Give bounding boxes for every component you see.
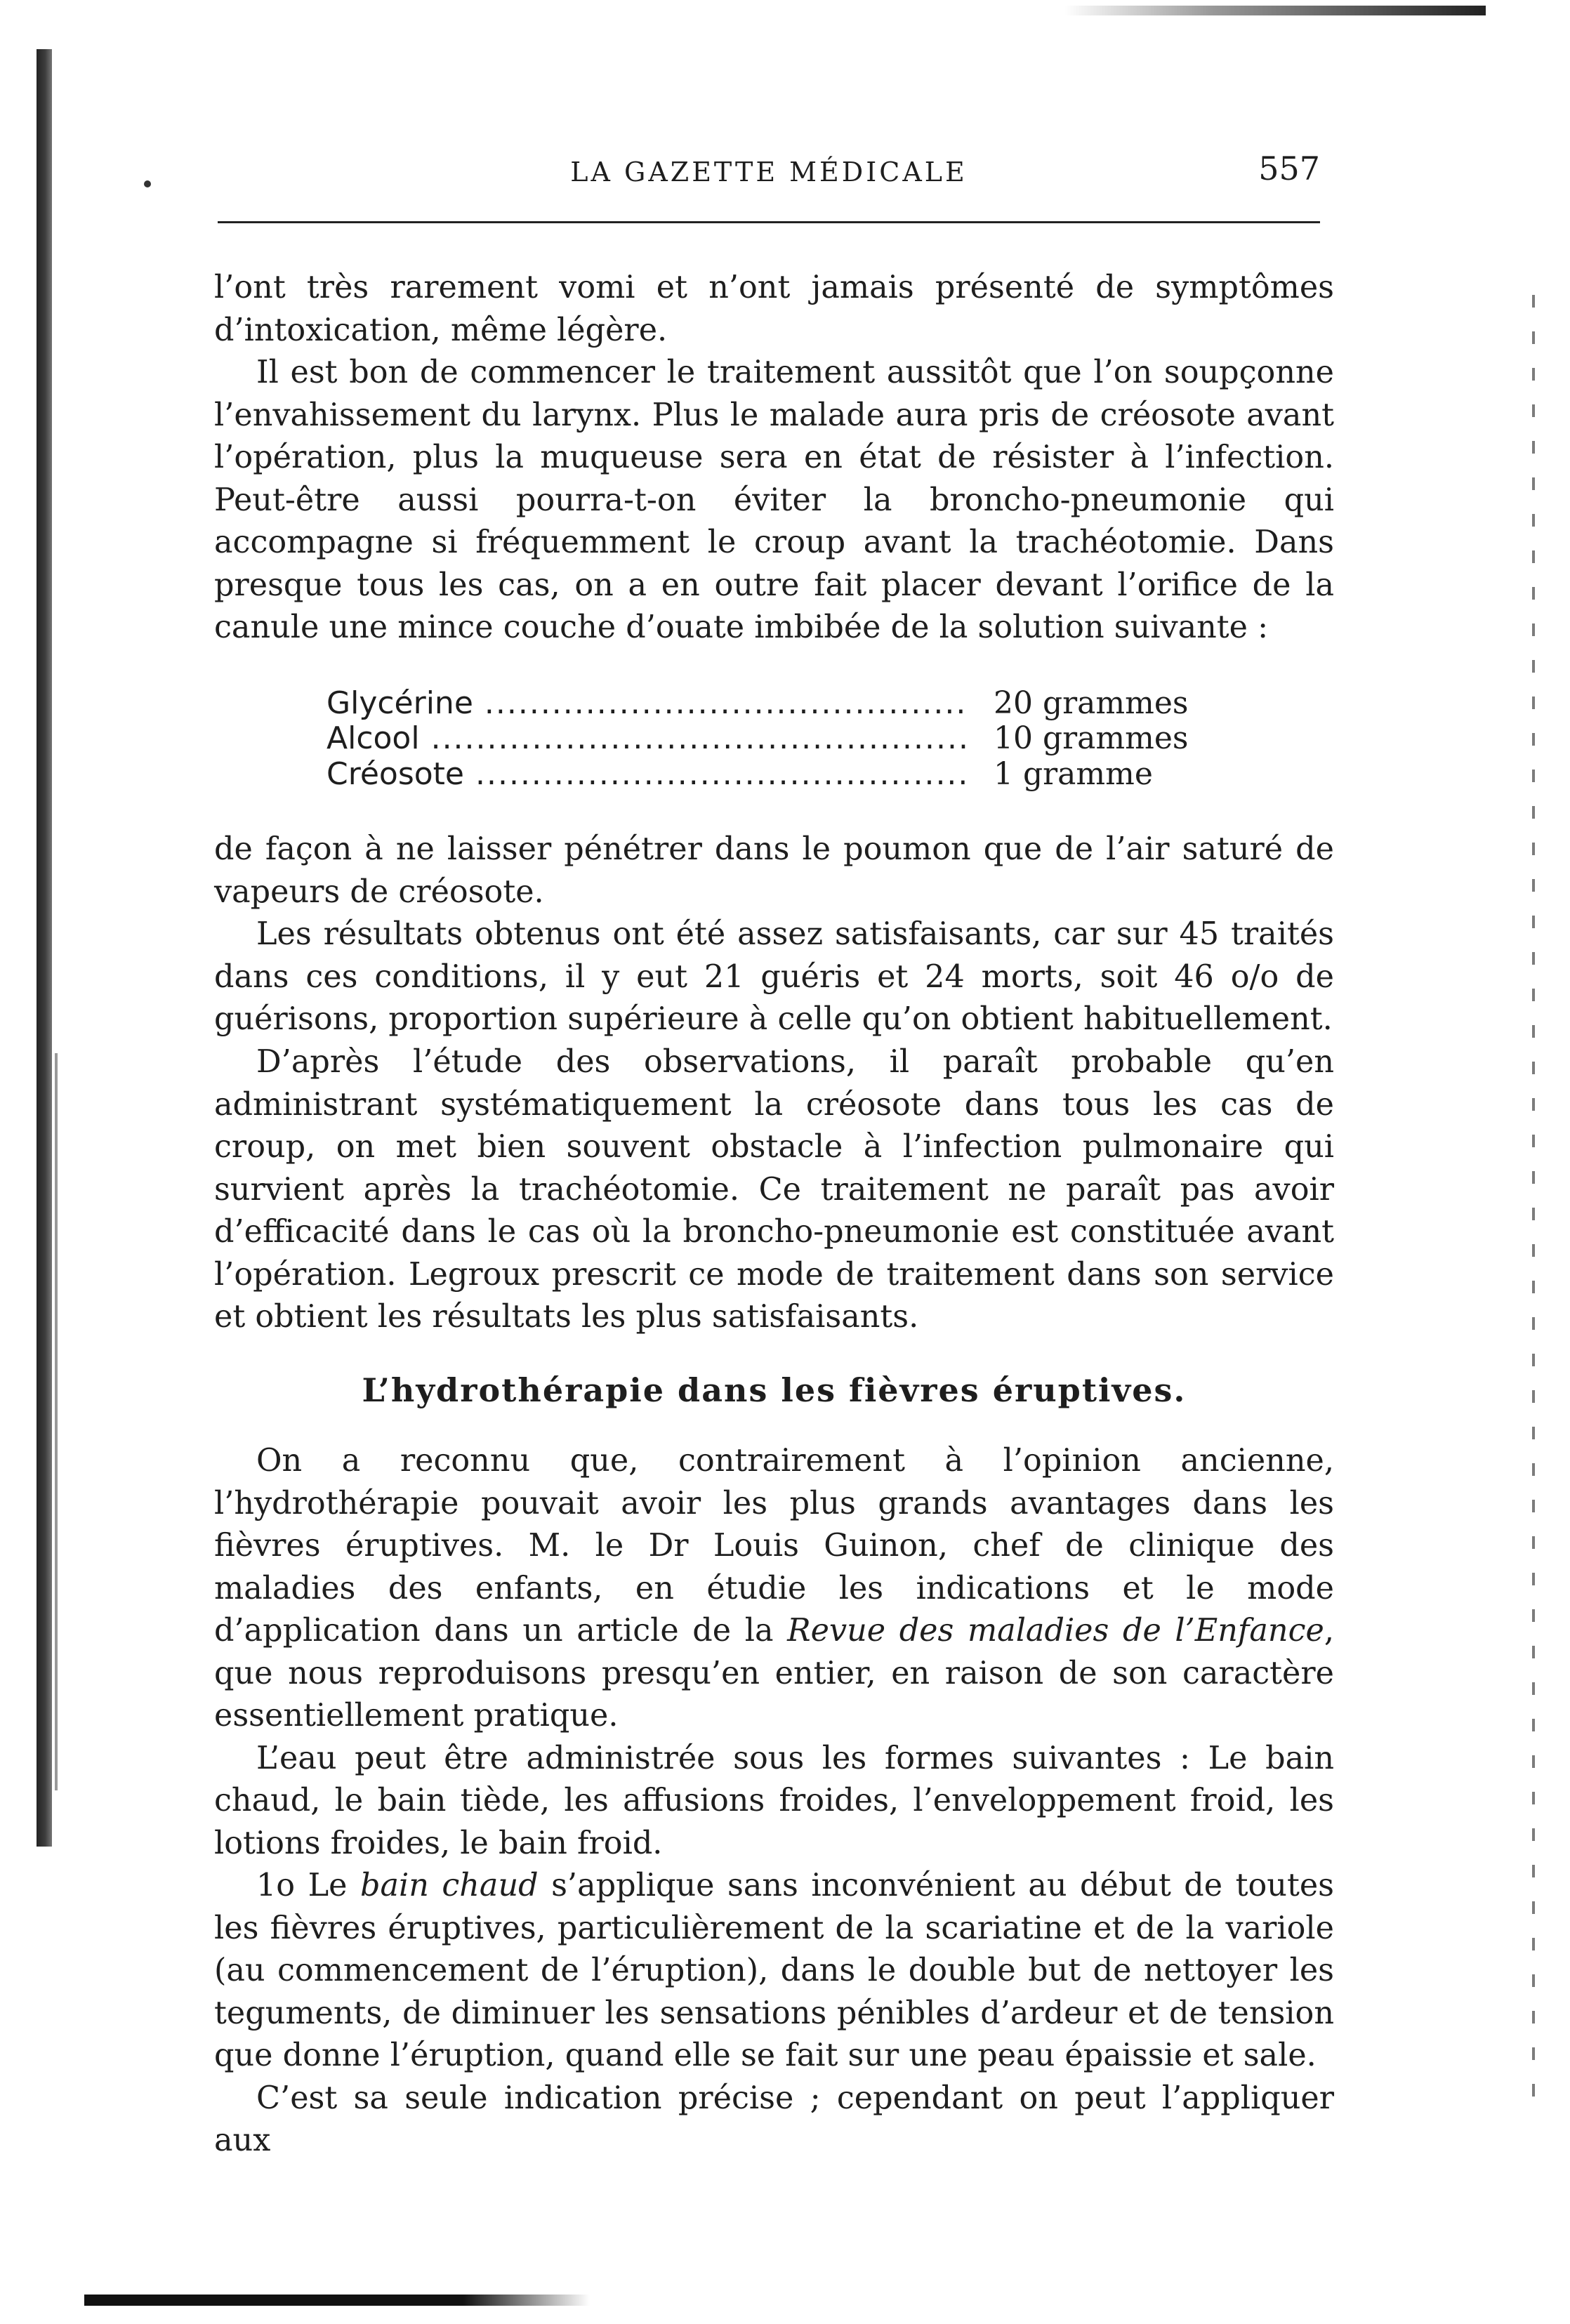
paragraph-1: l’ont très rarement vomi et n’ont jamais présenté de symptômes d’intoxication, même légère. — [214, 270, 1334, 348]
section-heading: L’hydrothérapie dans les fièvres éruptives. — [362, 1371, 1187, 1409]
paragraph-6-text: On a reconnu que, contrairement à l’opinion ancienne, l’hydrothérapie pouvait avoir les plus grands avantages dans les fièvres éruptives. M. le Dr Louis Guinon, chef de clinique des maladies des enfants, en étudie les indications et le mode d’application dans un article de la — [214, 1443, 1334, 1649]
paragraph-8-text: s’applique sans inconvénient au début de toutes les fièvres éruptives, particulièrement de la scariatine et de la variole (au commencement de l’éruption), dans le double but de nettoyer les teguments, de diminuer les sensations pénibles d’ardeur et de tension que donne l’éruption, quand elle se fait sur une peau épaissie et sale. — [214, 1868, 1334, 2074]
scan-shadow-left-inner — [55, 1053, 58, 1790]
paragraph-6-text-end: , que nous reproduisons presqu’en entier, en raison de son caractère essentiellement pratique. — [214, 1613, 1334, 1734]
paragraph-7: L’eau peut être administrée sous les formes suivantes : Le bain chaud, le bain tiède, les affusions froides, l’enveloppement froid, les lotions froides, le bain froid. — [214, 1740, 1334, 1861]
running-head — [218, 144, 1320, 221]
margin-dot — [144, 180, 151, 187]
running-title: LA GAZETTE MÉDICALE — [570, 157, 968, 187]
page-number: 557 — [1258, 150, 1320, 187]
formula-row — [326, 721, 1253, 757]
ingredient-name: Glycérine ..... — [326, 686, 965, 722]
scan-shadow-right — [1532, 295, 1535, 2120]
ingredient-name: Créosote ..... — [326, 757, 965, 793]
journal-title: Revue des maladies de l’Enfance — [787, 1613, 1324, 1649]
header-rule — [218, 221, 1320, 223]
formula-row — [326, 757, 1253, 793]
scan-shadow-top — [1064, 6, 1486, 15]
scan-shadow-bottom — [84, 2295, 590, 2306]
treatment-term: bain chaud — [359, 1868, 539, 1904]
ingredient-quantity: 10 grammes — [994, 720, 1189, 757]
paragraph-6 — [214, 1440, 1334, 1738]
ingredient-quantity: 1 gramme — [994, 755, 1153, 792]
ingredient-quantity: 20 grammes — [994, 685, 1189, 721]
ingredient-name: Alcool ..... — [326, 721, 965, 757]
paragraph-9: C’est sa seule indication précise ; cependant on peut l’appliquer aux — [214, 2080, 1334, 2159]
paragraph-3: de façon à ne laisser pénétrer dans le poumon que de l’air saturé de vapeurs de créosote. — [214, 831, 1334, 910]
paragraph-4: Les résultats obtenus ont été assez satisfaisants, car sur 45 traités dans ces conditions, il y eut 21 guéris et 24 morts, soit 46 o/o de guérisons, proportion supérieure à celle qu’on obtient habituellement. — [214, 916, 1334, 1038]
paragraph-2: Il est bon de commencer le traitement aussitôt que l’on soupçonne l’envahissement du larynx. Plus le malade aura pris de créosote avant l’opération, plus la muqueuse sera en état de résister à l’infection. Peut-être aussi pourra-t-on éviter la broncho-pneumonie qui accompagne si fréquemment le croup avant la trachéotomie. Dans presque tous les cas, on a en outre fait placer devant l’orifice de la canule une mince couche d’ouate imbibée de la solution suivante : — [214, 355, 1334, 646]
formula-table — [326, 686, 1253, 793]
paragraph-8-number: 1o Le — [256, 1868, 360, 1904]
paragraph-8 — [214, 1865, 1334, 2078]
scan-shadow-left — [37, 49, 52, 1847]
page-body — [214, 267, 1334, 2163]
paragraph-5: D’après l’étude des observations, il paraît probable qu’en administrant systématiquement la créosote dans tous les cas de croup, on met bien souvent obstacle à l’infection pulmonaire qui survient après la trachéotomie. Ce traitement ne paraît pas avoir d’efficacité dans le cas où la broncho-pneumonie est constituée avant l’opération. Legroux prescrit ce mode de traitement dans son service et obtient les résultats les plus satisfaisants. — [214, 1044, 1334, 1335]
formula-row — [326, 686, 1253, 722]
